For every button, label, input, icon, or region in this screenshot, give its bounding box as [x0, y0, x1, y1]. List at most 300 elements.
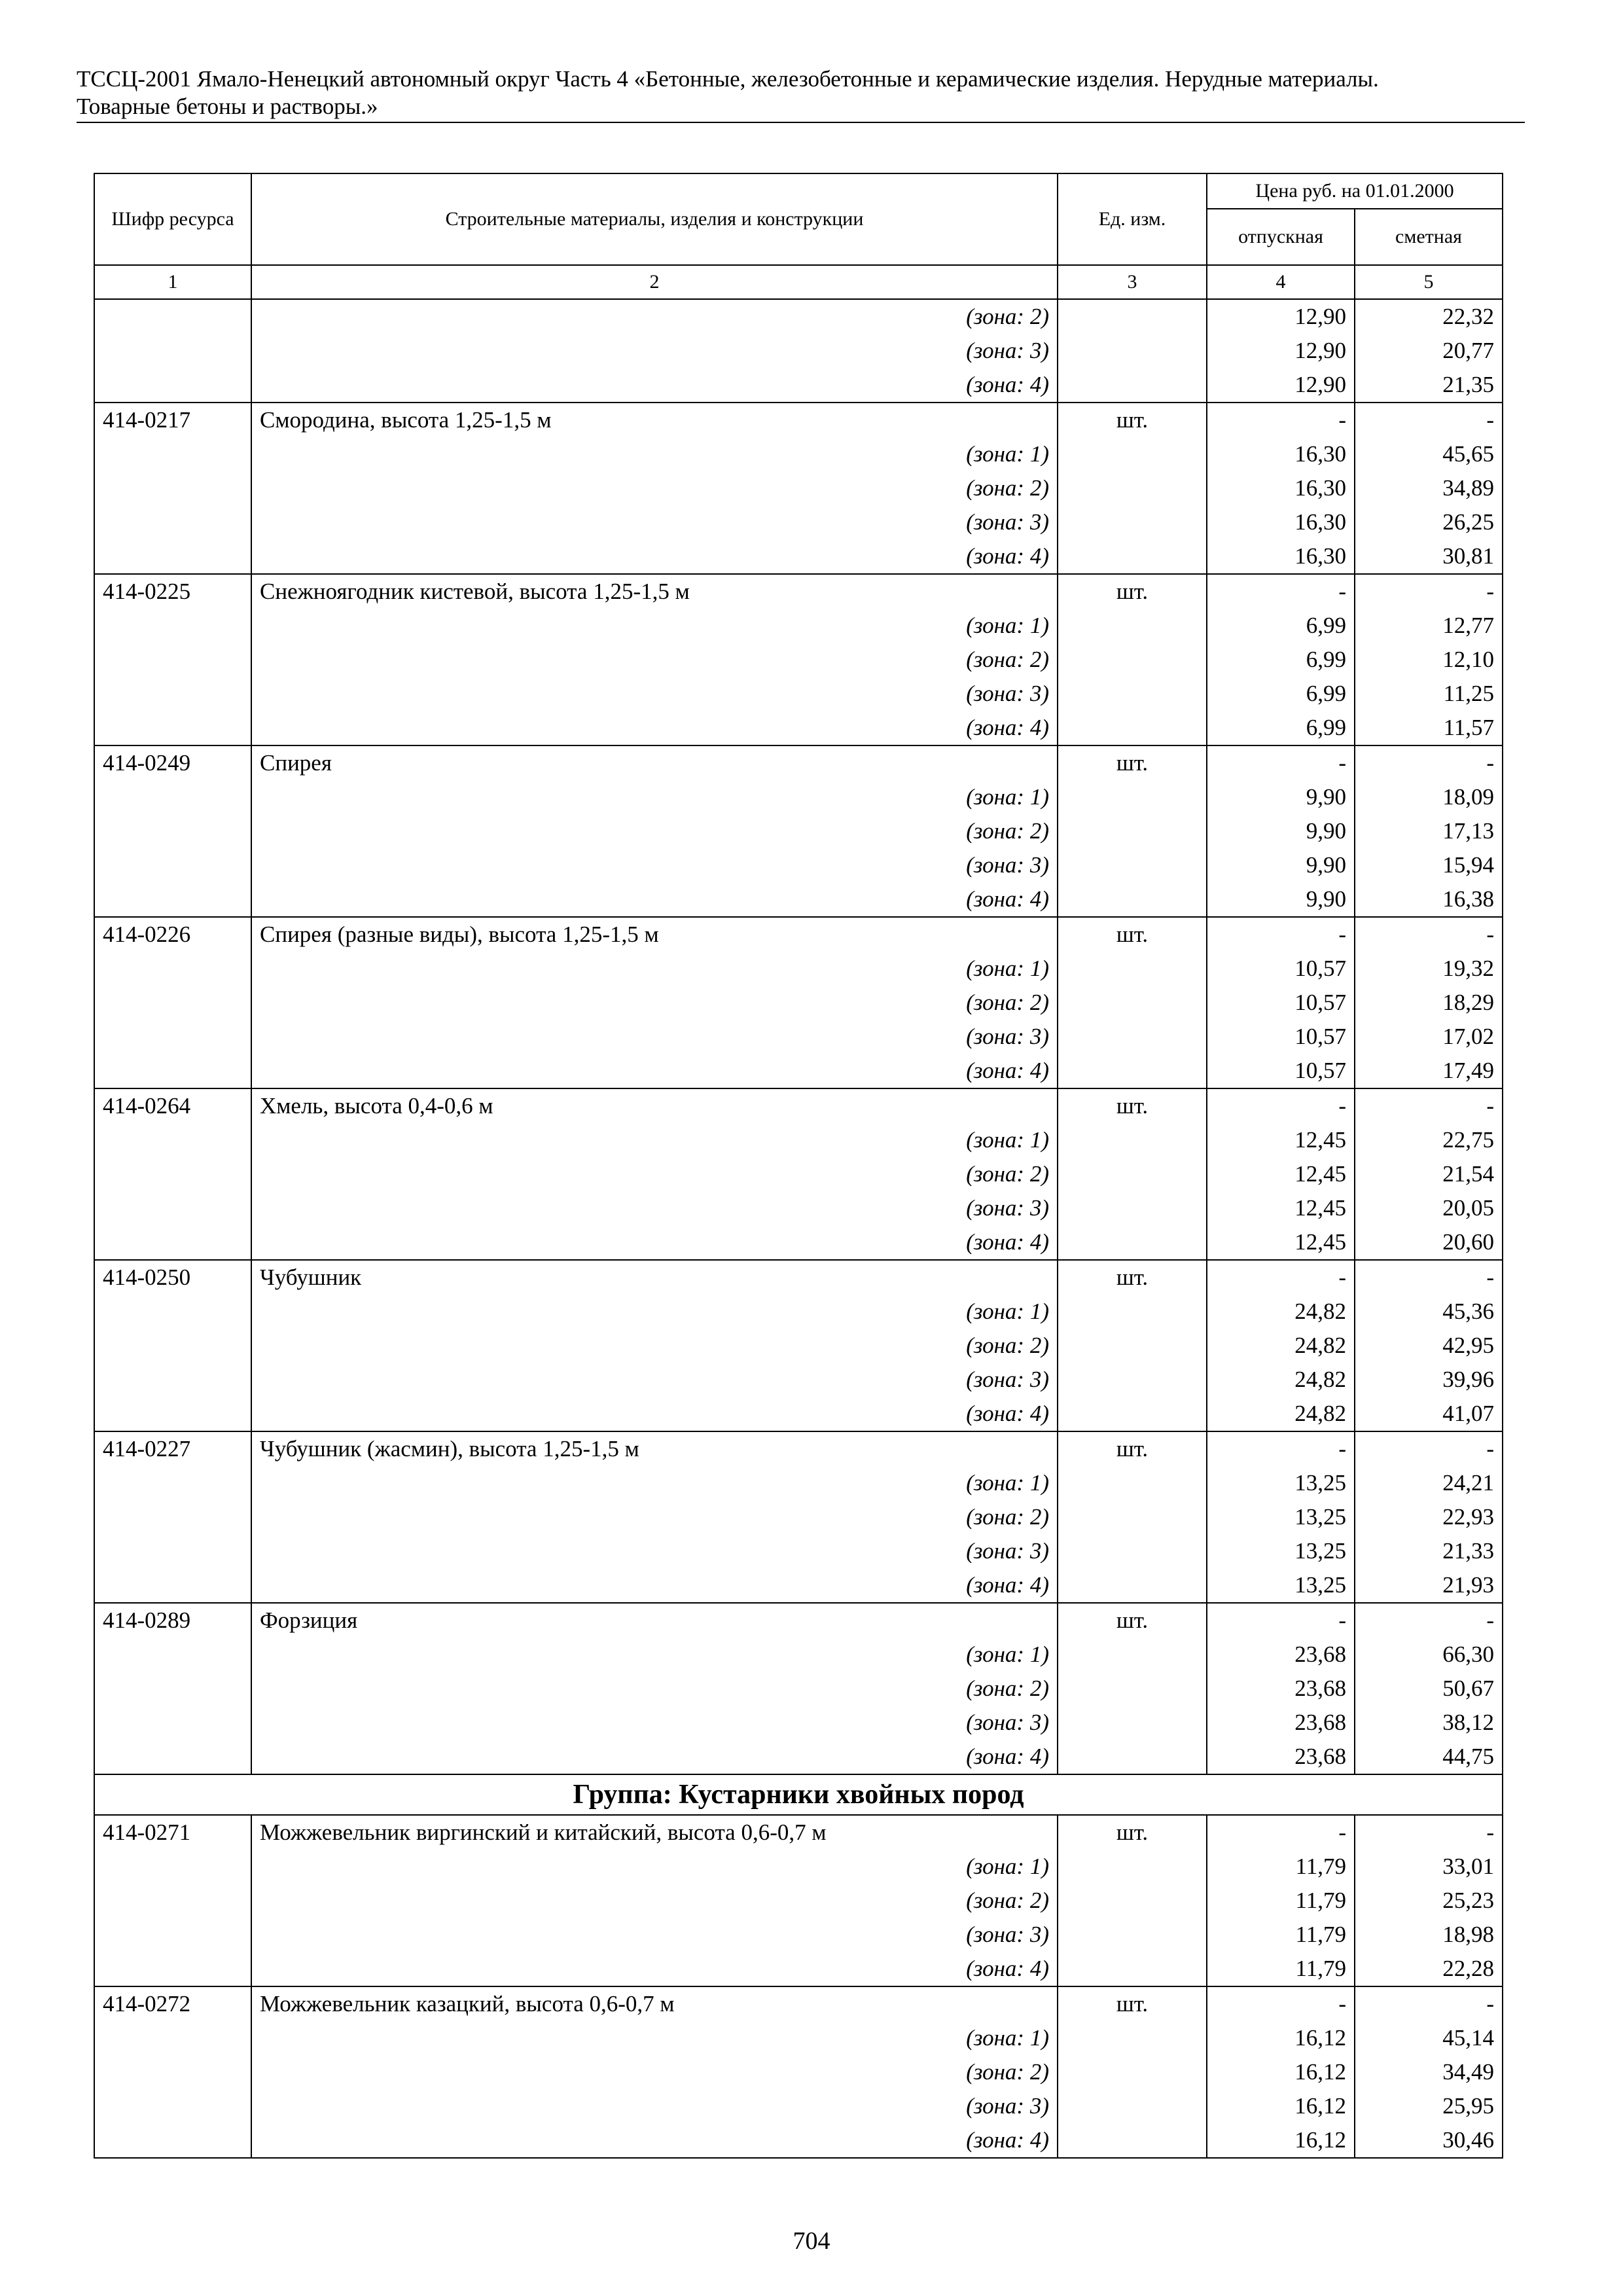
code-cell	[94, 2123, 251, 2158]
unit-cell	[1058, 1706, 1207, 1740]
unit-cell	[1058, 814, 1207, 848]
release-price-cell: 9,90	[1207, 882, 1355, 917]
estimate-price-cell: 18,29	[1355, 986, 1503, 1020]
unit-cell	[1058, 1329, 1207, 1363]
release-price-cell: -	[1207, 1088, 1355, 1123]
zone-row	[94, 1225, 1503, 1260]
zone-row	[94, 2021, 1503, 2055]
page-number: 704	[793, 2227, 830, 2255]
resource-name-cell: Форзиция	[251, 1603, 1058, 1638]
unit-cell	[1058, 1054, 1207, 1088]
estimate-price-cell: 34,49	[1355, 2055, 1503, 2089]
code-cell	[94, 814, 251, 848]
estimate-price-cell: -	[1355, 1431, 1503, 1466]
estimate-price-cell: 25,23	[1355, 1884, 1503, 1918]
zone-cell: (зона: 2)	[251, 814, 1058, 848]
zone-row	[94, 1672, 1503, 1706]
code-cell	[94, 1329, 251, 1363]
resource-code-cell: 414-0272	[94, 1986, 251, 2021]
resource-name-cell: Спирея (разные виды), высота 1,25-1,5 м	[251, 917, 1058, 952]
unit-cell	[1058, 2055, 1207, 2089]
estimate-price-cell: -	[1355, 574, 1503, 609]
resource-name-cell: Спирея	[251, 745, 1058, 780]
unit-cell: шт.	[1058, 1815, 1207, 1850]
unit-cell: шт.	[1058, 1260, 1207, 1295]
zone-cell: (зона: 4)	[251, 1397, 1058, 1431]
code-cell	[94, 1466, 251, 1500]
page-header	[77, 65, 1525, 120]
release-price-cell: -	[1207, 1815, 1355, 1850]
unit-cell	[1058, 368, 1207, 403]
zone-row	[94, 539, 1503, 574]
zone-cell: (зона: 4)	[251, 711, 1058, 745]
zone-cell: (зона: 4)	[251, 2123, 1058, 2158]
unit-cell	[1058, 1020, 1207, 1054]
resource-code-cell: 414-0289	[94, 1603, 251, 1638]
resource-row	[94, 917, 1503, 952]
release-price-cell: 9,90	[1207, 780, 1355, 814]
estimate-price-cell: 11,25	[1355, 677, 1503, 711]
release-price-cell: 24,82	[1207, 1295, 1355, 1329]
release-price-cell: 6,99	[1207, 677, 1355, 711]
zone-row	[94, 814, 1503, 848]
release-price-cell: 16,30	[1207, 505, 1355, 539]
col-number: 3	[1058, 265, 1207, 299]
zone-cell: (зона: 3)	[251, 1534, 1058, 1568]
group-title: Группа: Кустарники хвойных пород	[94, 1774, 1503, 1815]
release-price-cell: -	[1207, 1431, 1355, 1466]
zone-row	[94, 1952, 1503, 1986]
release-price-cell: 6,99	[1207, 609, 1355, 643]
release-price-cell: -	[1207, 574, 1355, 609]
code-cell	[94, 1740, 251, 1774]
table-head	[94, 173, 1503, 299]
resource-row	[94, 745, 1503, 780]
release-price-cell: 16,12	[1207, 2123, 1355, 2158]
unit-cell	[1058, 1363, 1207, 1397]
code-cell	[94, 1295, 251, 1329]
zone-cell: (зона: 3)	[251, 2089, 1058, 2123]
release-price-cell: 16,30	[1207, 437, 1355, 471]
estimate-price-cell: 18,98	[1355, 1918, 1503, 1952]
zone-cell: (зона: 3)	[251, 1363, 1058, 1397]
estimate-price-cell: 66,30	[1355, 1638, 1503, 1672]
zone-cell: (зона: 3)	[251, 1191, 1058, 1225]
unit-cell	[1058, 2089, 1207, 2123]
release-price-cell: -	[1207, 1603, 1355, 1638]
header-line-1: ТССЦ-2001 Ямало-Ненецкий автономный округ Часть 4 «Бетонные, железобетонные и керамические изделия. Нерудные материалы.	[77, 66, 1379, 92]
col-number: 4	[1207, 265, 1355, 299]
zone-row	[94, 643, 1503, 677]
code-cell	[94, 643, 251, 677]
release-price-cell: 10,57	[1207, 1054, 1355, 1088]
unit-cell	[1058, 1884, 1207, 1918]
zone-row	[94, 1884, 1503, 1918]
zone-row	[94, 1706, 1503, 1740]
zone-cell: (зона: 1)	[251, 1466, 1058, 1500]
release-price-cell: 10,57	[1207, 1020, 1355, 1054]
unit-cell: шт.	[1058, 917, 1207, 952]
unit-cell	[1058, 848, 1207, 882]
release-price-cell: 12,45	[1207, 1157, 1355, 1191]
price-table	[94, 173, 1503, 2159]
unit-cell	[1058, 299, 1207, 334]
resource-name-cell: Снежноягодник кистевой, высота 1,25-1,5 м	[251, 574, 1058, 609]
release-price-cell: 13,25	[1207, 1534, 1355, 1568]
zone-row	[94, 952, 1503, 986]
estimate-price-cell: 33,01	[1355, 1850, 1503, 1884]
zone-row	[94, 1918, 1503, 1952]
zone-cell: (зона: 1)	[251, 780, 1058, 814]
zone-cell: (зона: 1)	[251, 1638, 1058, 1672]
unit-cell: шт.	[1058, 745, 1207, 780]
estimate-price-cell: 22,75	[1355, 1123, 1503, 1157]
resource-code-cell: 414-0250	[94, 1260, 251, 1295]
unit-cell	[1058, 609, 1207, 643]
col-head-code: Шифр ресурса	[94, 173, 251, 265]
release-price-cell: 12,45	[1207, 1123, 1355, 1157]
code-cell	[94, 368, 251, 403]
zone-row	[94, 1568, 1503, 1603]
estimate-price-cell: 17,13	[1355, 814, 1503, 848]
release-price-cell: 24,82	[1207, 1397, 1355, 1431]
resource-row	[94, 1260, 1503, 1295]
resource-name-cell: Можжевельник казацкий, высота 0,6-0,7 м	[251, 1986, 1058, 2021]
zone-row	[94, 1466, 1503, 1500]
code-cell	[94, 952, 251, 986]
estimate-price-cell: -	[1355, 1986, 1503, 2021]
zone-cell: (зона: 1)	[251, 1123, 1058, 1157]
zone-row	[94, 1363, 1503, 1397]
estimate-price-cell: -	[1355, 745, 1503, 780]
release-price-cell: 11,79	[1207, 1952, 1355, 1986]
zone-row	[94, 1191, 1503, 1225]
release-price-cell: 23,68	[1207, 1740, 1355, 1774]
resource-row	[94, 1431, 1503, 1466]
code-cell	[94, 1568, 251, 1603]
zone-cell: (зона: 4)	[251, 539, 1058, 574]
code-cell	[94, 1706, 251, 1740]
estimate-price-cell: 42,95	[1355, 1329, 1503, 1363]
release-price-cell: 9,90	[1207, 848, 1355, 882]
release-price-cell: -	[1207, 745, 1355, 780]
code-cell	[94, 1638, 251, 1672]
release-price-cell: 12,45	[1207, 1225, 1355, 1260]
estimate-price-cell: 20,77	[1355, 334, 1503, 368]
resource-code-cell: 414-0249	[94, 745, 251, 780]
zone-row	[94, 1534, 1503, 1568]
release-price-cell: 16,12	[1207, 2021, 1355, 2055]
estimate-price-cell: 45,14	[1355, 2021, 1503, 2055]
release-price-cell: 11,79	[1207, 1918, 1355, 1952]
estimate-price-cell: 18,09	[1355, 780, 1503, 814]
zone-cell: (зона: 3)	[251, 505, 1058, 539]
estimate-price-cell: 41,07	[1355, 1397, 1503, 1431]
release-price-cell: 13,25	[1207, 1568, 1355, 1603]
estimate-price-cell: 45,36	[1355, 1295, 1503, 1329]
resource-name-cell: Смородина, высота 1,25-1,5 м	[251, 403, 1058, 437]
zone-row	[94, 848, 1503, 882]
zone-row	[94, 1329, 1503, 1363]
zone-row	[94, 882, 1503, 917]
zone-row	[94, 334, 1503, 368]
zone-cell: (зона: 4)	[251, 1568, 1058, 1603]
resource-code-cell: 414-0226	[94, 917, 251, 952]
zone-cell: (зона: 1)	[251, 952, 1058, 986]
zone-row	[94, 1054, 1503, 1088]
estimate-price-cell: -	[1355, 1603, 1503, 1638]
code-cell	[94, 711, 251, 745]
unit-cell	[1058, 1952, 1207, 1986]
estimate-price-cell: 17,02	[1355, 1020, 1503, 1054]
resource-name-cell: Чубушник	[251, 1260, 1058, 1295]
code-cell	[94, 882, 251, 917]
code-cell	[94, 1397, 251, 1431]
estimate-price-cell: 50,67	[1355, 1672, 1503, 1706]
release-price-cell: 12,90	[1207, 299, 1355, 334]
resource-name-cell: Можжевельник виргинский и китайский, высота 0,6-0,7 м	[251, 1815, 1058, 1850]
release-price-cell: 16,30	[1207, 539, 1355, 574]
unit-cell	[1058, 1397, 1207, 1431]
release-price-cell: 6,99	[1207, 643, 1355, 677]
zone-cell: (зона: 1)	[251, 1295, 1058, 1329]
resource-row	[94, 403, 1503, 437]
release-price-cell: 13,25	[1207, 1500, 1355, 1534]
zone-row	[94, 677, 1503, 711]
header-line-2: Товарные бетоны и растворы.»	[77, 94, 378, 119]
release-price-cell: -	[1207, 1260, 1355, 1295]
unit-cell	[1058, 677, 1207, 711]
estimate-price-cell: 20,60	[1355, 1225, 1503, 1260]
estimate-price-cell: -	[1355, 1815, 1503, 1850]
zone-row	[94, 1638, 1503, 1672]
code-cell	[94, 2021, 251, 2055]
release-price-cell: 23,68	[1207, 1706, 1355, 1740]
col-head-name: Строительные материалы, изделия и конструкции	[251, 173, 1058, 265]
code-cell	[94, 2089, 251, 2123]
zone-row	[94, 505, 1503, 539]
estimate-price-cell: -	[1355, 1088, 1503, 1123]
estimate-price-cell: -	[1355, 403, 1503, 437]
unit-cell	[1058, 1157, 1207, 1191]
resource-code-cell: 414-0225	[94, 574, 251, 609]
zone-cell: (зона: 3)	[251, 334, 1058, 368]
estimate-price-cell: 15,94	[1355, 848, 1503, 882]
code-cell	[94, 1850, 251, 1884]
unit-cell	[1058, 1466, 1207, 1500]
zone-cell: (зона: 3)	[251, 1706, 1058, 1740]
estimate-price-cell: 22,28	[1355, 1952, 1503, 1986]
group-row	[94, 1774, 1503, 1815]
estimate-price-cell: 39,96	[1355, 1363, 1503, 1397]
col-number: 5	[1355, 265, 1503, 299]
unit-cell	[1058, 952, 1207, 986]
estimate-price-cell: 17,49	[1355, 1054, 1503, 1088]
zone-cell: (зона: 2)	[251, 2055, 1058, 2089]
zone-cell: (зона: 4)	[251, 368, 1058, 403]
unit-cell	[1058, 711, 1207, 745]
release-price-cell: 12,90	[1207, 368, 1355, 403]
resource-row	[94, 574, 1503, 609]
code-cell	[94, 609, 251, 643]
unit-cell	[1058, 2021, 1207, 2055]
resource-name-cell: Чубушник (жасмин), высота 1,25-1,5 м	[251, 1431, 1058, 1466]
zone-cell: (зона: 2)	[251, 471, 1058, 505]
release-price-cell: 23,68	[1207, 1638, 1355, 1672]
estimate-price-cell: 19,32	[1355, 952, 1503, 986]
code-cell	[94, 1123, 251, 1157]
unit-cell	[1058, 1123, 1207, 1157]
code-cell	[94, 334, 251, 368]
zone-cell: (зона: 2)	[251, 1329, 1058, 1363]
estimate-price-cell: 21,93	[1355, 1568, 1503, 1603]
estimate-price-cell: 21,35	[1355, 368, 1503, 403]
zone-cell: (зона: 3)	[251, 1020, 1058, 1054]
code-cell	[94, 1884, 251, 1918]
zone-row	[94, 471, 1503, 505]
zone-cell: (зона: 2)	[251, 986, 1058, 1020]
code-cell	[94, 1534, 251, 1568]
release-price-cell: -	[1207, 1986, 1355, 2021]
estimate-price-cell: 20,05	[1355, 1191, 1503, 1225]
unit-cell	[1058, 1740, 1207, 1774]
zone-cell: (зона: 4)	[251, 1740, 1058, 1774]
code-cell	[94, 1020, 251, 1054]
code-cell	[94, 780, 251, 814]
col-head-release: отпускная	[1207, 209, 1355, 265]
release-price-cell: 10,57	[1207, 986, 1355, 1020]
code-cell	[94, 2055, 251, 2089]
zone-cell: (зона: 1)	[251, 1850, 1058, 1884]
code-cell	[94, 1500, 251, 1534]
code-cell	[94, 1363, 251, 1397]
zone-cell: (зона: 1)	[251, 2021, 1058, 2055]
estimate-price-cell: -	[1355, 1260, 1503, 1295]
estimate-price-cell: 21,33	[1355, 1534, 1503, 1568]
release-price-cell: 12,45	[1207, 1191, 1355, 1225]
resource-row	[94, 1603, 1503, 1638]
code-cell	[94, 1672, 251, 1706]
zone-row	[94, 986, 1503, 1020]
zone-cell: (зона: 4)	[251, 1054, 1058, 1088]
col-number: 2	[251, 265, 1058, 299]
unit-cell	[1058, 2123, 1207, 2158]
code-cell	[94, 677, 251, 711]
unit-cell	[1058, 1295, 1207, 1329]
resource-name-cell: Хмель, высота 0,4-0,6 м	[251, 1088, 1058, 1123]
unit-cell	[1058, 1918, 1207, 1952]
estimate-price-cell: 30,46	[1355, 2123, 1503, 2158]
zone-row	[94, 1157, 1503, 1191]
zone-row	[94, 437, 1503, 471]
unit-cell: шт.	[1058, 1603, 1207, 1638]
estimate-price-cell: 34,89	[1355, 471, 1503, 505]
estimate-price-cell: 11,57	[1355, 711, 1503, 745]
zone-row	[94, 1020, 1503, 1054]
release-price-cell: 24,82	[1207, 1329, 1355, 1363]
zone-cell: (зона: 2)	[251, 299, 1058, 334]
unit-cell	[1058, 643, 1207, 677]
code-cell	[94, 986, 251, 1020]
zone-row	[94, 1500, 1503, 1534]
zone-cell: (зона: 4)	[251, 882, 1058, 917]
zone-cell: (зона: 1)	[251, 609, 1058, 643]
resource-row	[94, 1088, 1503, 1123]
col-head-price: Цена руб. на 01.01.2000	[1207, 173, 1503, 209]
code-cell	[94, 1054, 251, 1088]
release-price-cell: 9,90	[1207, 814, 1355, 848]
estimate-price-cell: 12,10	[1355, 643, 1503, 677]
unit-cell	[1058, 539, 1207, 574]
release-price-cell: 12,90	[1207, 334, 1355, 368]
zone-row	[94, 1850, 1503, 1884]
resource-row	[94, 1986, 1503, 2021]
unit-cell	[1058, 1638, 1207, 1672]
code-cell	[94, 1157, 251, 1191]
resource-code-cell: 414-0227	[94, 1431, 251, 1466]
unit-cell: шт.	[1058, 574, 1207, 609]
col-head-estimate: сметная	[1355, 209, 1503, 265]
zone-row	[94, 299, 1503, 334]
release-price-cell: 16,12	[1207, 2055, 1355, 2089]
unit-cell: шт.	[1058, 403, 1207, 437]
unit-cell: шт.	[1058, 1431, 1207, 1466]
unit-cell	[1058, 505, 1207, 539]
zone-row	[94, 780, 1503, 814]
release-price-cell: 11,79	[1207, 1884, 1355, 1918]
unit-cell: шт.	[1058, 1088, 1207, 1123]
zone-cell: (зона: 2)	[251, 1884, 1058, 1918]
zone-cell: (зона: 3)	[251, 677, 1058, 711]
zone-cell: (зона: 2)	[251, 1157, 1058, 1191]
code-cell	[94, 1191, 251, 1225]
estimate-price-cell: 45,65	[1355, 437, 1503, 471]
release-price-cell: -	[1207, 917, 1355, 952]
col-number: 1	[94, 265, 251, 299]
zone-row	[94, 2089, 1503, 2123]
code-cell	[94, 539, 251, 574]
unit-cell	[1058, 1568, 1207, 1603]
estimate-price-cell: 38,12	[1355, 1706, 1503, 1740]
header-rule	[77, 122, 1525, 123]
release-price-cell: 13,25	[1207, 1466, 1355, 1500]
zone-row	[94, 609, 1503, 643]
release-price-cell: 23,68	[1207, 1672, 1355, 1706]
release-price-cell: 16,30	[1207, 471, 1355, 505]
code-cell	[94, 505, 251, 539]
zone-cell: (зона: 1)	[251, 437, 1058, 471]
unit-cell	[1058, 1191, 1207, 1225]
zone-row	[94, 1397, 1503, 1431]
zone-row	[94, 1740, 1503, 1774]
release-price-cell: 10,57	[1207, 952, 1355, 986]
zone-cell: (зона: 3)	[251, 848, 1058, 882]
zone-row	[94, 2055, 1503, 2089]
estimate-price-cell: 44,75	[1355, 1740, 1503, 1774]
release-price-cell: 11,79	[1207, 1850, 1355, 1884]
zone-row	[94, 711, 1503, 745]
zone-row	[94, 368, 1503, 403]
estimate-price-cell: 22,32	[1355, 299, 1503, 334]
unit-cell	[1058, 1850, 1207, 1884]
estimate-price-cell: 22,93	[1355, 1500, 1503, 1534]
zone-cell: (зона: 4)	[251, 1225, 1058, 1260]
zone-cell: (зона: 3)	[251, 1918, 1058, 1952]
code-cell	[94, 471, 251, 505]
code-cell	[94, 437, 251, 471]
release-price-cell: 6,99	[1207, 711, 1355, 745]
code-cell	[94, 1952, 251, 1986]
